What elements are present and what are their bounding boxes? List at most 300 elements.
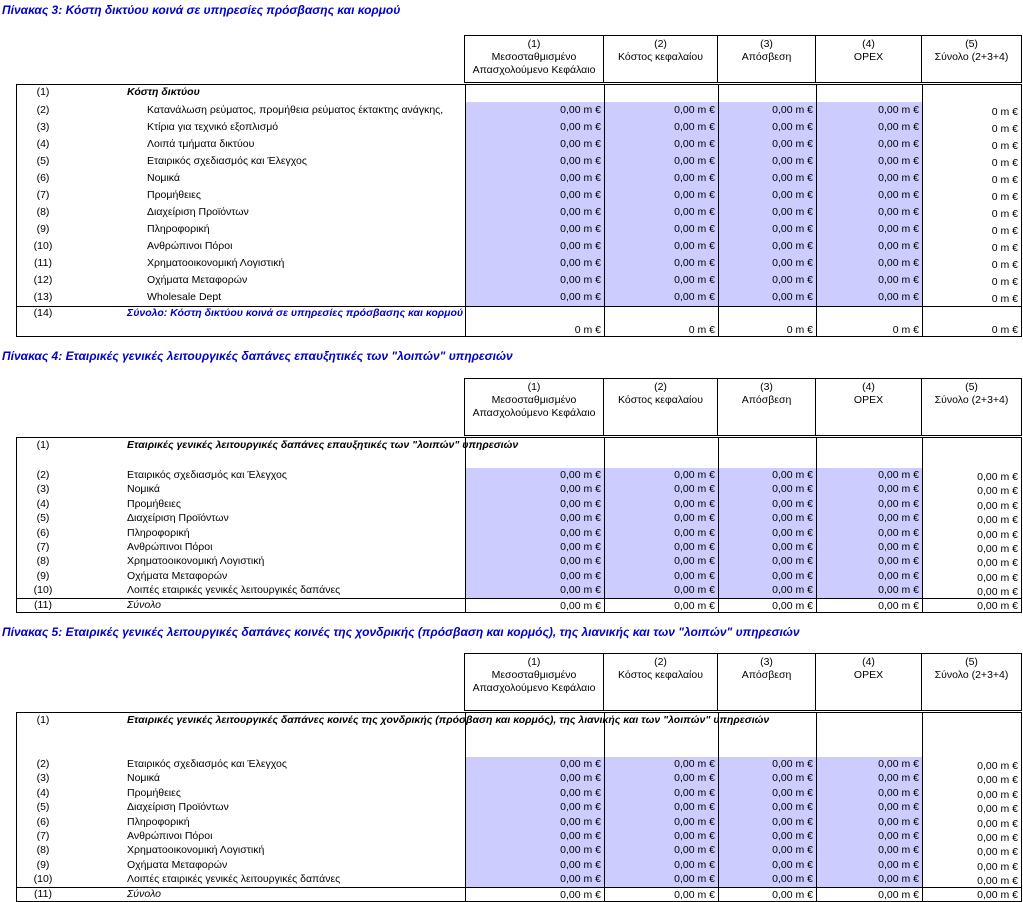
col-num: (1) <box>527 38 541 50</box>
row-label: Λοιπά τμήματα δικτύου <box>147 138 255 150</box>
empty-cell <box>718 85 816 102</box>
table-row <box>17 526 1021 540</box>
value-cell-2[interactable]: 0,00 m € <box>604 170 718 187</box>
value-cell-2[interactable]: 0,00 m € <box>604 829 718 843</box>
value-cell-4[interactable]: 0,00 m € <box>816 187 922 204</box>
row-label: Εταιρικός σχεδιασμός και Έλεγχος <box>147 155 307 167</box>
table-row <box>17 170 1021 187</box>
table-4-title: Πίνακας 4: Εταιρικές γενικές λειτουργικές δαπάνες επαυξητικές των "λοιπών" υπηρεσιών <box>2 349 513 363</box>
col-num: (4) <box>862 381 875 393</box>
value-cell-3[interactable]: 0,00 m € <box>718 786 816 800</box>
value-cell-3[interactable]: 0,00 m € <box>718 583 816 597</box>
row-number: (8) <box>36 844 50 857</box>
value-cell-4[interactable]: 0,00 m € <box>816 771 922 785</box>
row-number: (9) <box>36 858 50 871</box>
value-cell-1[interactable]: 0,00 m € <box>465 255 604 272</box>
table-row <box>17 204 1021 221</box>
total-label: Σύνολο: Κόστη δικτύου κοινά σε υπηρεσίες πρόσβασης και κορμού <box>127 307 464 319</box>
row-label: Χρηματοοικονομική Λογιστική <box>127 555 265 568</box>
value-cell-4[interactable]: 0,00 m € <box>816 204 922 221</box>
value-cell-2[interactable]: 0,00 m € <box>604 255 718 272</box>
col-num: (5) <box>965 656 978 668</box>
value-cell-2[interactable]: 0,00 m € <box>604 815 718 829</box>
row-label: Ανθρώπινοι Πόροι <box>127 829 213 842</box>
row-label: Νομικά <box>127 772 160 785</box>
row-label: Νομικά <box>147 172 180 184</box>
col-line2: Απασχολούμενο Κεφάλαιο <box>472 64 596 76</box>
value-cell-2[interactable]: 0,00 m € <box>604 497 718 511</box>
value-cell-3[interactable]: 0,00 m € <box>718 136 816 153</box>
col-num: (3) <box>760 656 773 668</box>
value-cell-2[interactable]: 0,00 m € <box>604 771 718 785</box>
value-cell-2[interactable]: 0,00 m € <box>604 757 718 771</box>
value-cell-3[interactable]: 0,00 m € <box>718 540 816 554</box>
table-row <box>17 829 1021 843</box>
row-number: (4) <box>36 786 50 799</box>
value-cell-5: 0 m € <box>922 102 1021 119</box>
value-cell-3[interactable]: 0,00 m € <box>718 482 816 496</box>
value-cell-4[interactable]: 0,00 m € <box>816 119 922 136</box>
value-cell-1[interactable]: 0,00 m € <box>465 119 604 136</box>
row-number: (4) <box>36 138 50 150</box>
value-cell-4[interactable]: 0,00 m € <box>816 829 922 843</box>
value-cell-5: 0,00 m € <box>922 468 1021 482</box>
row-label: Λοιπές εταιρικές γενικές λειτουργικές δαπάνες <box>127 873 341 886</box>
table-3-column-header <box>464 35 1022 83</box>
value-cell-1[interactable]: 0,00 m € <box>465 569 604 583</box>
value-cell-1[interactable]: 0,00 m € <box>465 170 604 187</box>
row-number: (5) <box>36 155 50 167</box>
value-cell-5: 0,00 m € <box>922 569 1021 583</box>
total-value-cell-3: 0,00 m € <box>718 888 816 901</box>
value-cell-1[interactable]: 0,00 m € <box>465 102 604 119</box>
row-number: (8) <box>36 555 50 568</box>
table-row <box>17 272 1021 289</box>
total-value-cell-1: 0 m € <box>465 307 604 336</box>
row-label: Κτίρια για τεχνικό εξοπλισμό <box>147 121 279 133</box>
table-row <box>17 153 1021 170</box>
value-cell-4[interactable]: 0,00 m € <box>816 102 922 119</box>
row-number: (11) <box>34 257 52 269</box>
value-cell-4[interactable]: 0,00 m € <box>816 136 922 153</box>
row-label: Οχήματα Μεταφορών <box>127 569 228 582</box>
value-cell-5: 0,00 m € <box>922 583 1021 597</box>
col-line1: Κόστος κεφαλαίου <box>618 394 703 406</box>
table-row <box>17 757 1021 771</box>
value-cell-5: 0,00 m € <box>922 815 1021 829</box>
value-cell-1[interactable]: 0,00 m € <box>465 800 604 814</box>
row-number: (7) <box>36 829 50 842</box>
row-number: (11) <box>34 887 52 900</box>
value-cell-4[interactable]: 0,00 m € <box>816 858 922 872</box>
value-cell-3[interactable]: 0,00 m € <box>718 255 816 272</box>
value-cell-4[interactable]: 0,00 m € <box>816 238 922 255</box>
value-cell-2[interactable]: 0,00 m € <box>604 221 718 238</box>
value-cell-5: 0,00 m € <box>922 554 1021 568</box>
empty-cell <box>816 438 922 468</box>
col-line1: Σύνολο (2+3+4) <box>934 394 1009 406</box>
table-row <box>17 119 1021 136</box>
value-cell-2[interactable]: 0,00 m € <box>604 786 718 800</box>
row-number: (10) <box>33 873 53 886</box>
table-4-column-header <box>464 378 1022 436</box>
value-cell-2[interactable]: 0,00 m € <box>604 583 718 597</box>
col-num: (5) <box>965 381 978 393</box>
empty-cell <box>816 713 922 757</box>
table-row <box>17 554 1021 568</box>
value-cell-4[interactable]: 0,00 m € <box>816 872 922 886</box>
value-cell-4[interactable]: 0,00 m € <box>816 221 922 238</box>
value-cell-2[interactable]: 0,00 m € <box>604 858 718 872</box>
value-cell-1[interactable]: 0,00 m € <box>465 221 604 238</box>
value-cell-2[interactable]: 0,00 m € <box>604 102 718 119</box>
table-row <box>17 858 1021 872</box>
total-row <box>17 598 1021 612</box>
value-cell-5: 0 m € <box>922 289 1021 306</box>
row-number: (9) <box>36 223 50 235</box>
value-cell-4[interactable]: 0,00 m € <box>816 153 922 170</box>
value-cell-2[interactable]: 0,00 m € <box>604 119 718 136</box>
row-number: (10) <box>33 584 53 597</box>
row-number: (1) <box>36 86 50 98</box>
value-cell-1[interactable]: 0,00 m € <box>465 204 604 221</box>
value-cell-4[interactable]: 0,00 m € <box>816 569 922 583</box>
value-cell-1[interactable]: 0,00 m € <box>465 540 604 554</box>
value-cell-3[interactable]: 0,00 m € <box>718 187 816 204</box>
value-cell-1[interactable]: 0,00 m € <box>465 187 604 204</box>
value-cell-4[interactable]: 0,00 m € <box>816 583 922 597</box>
value-cell-3[interactable]: 0,00 m € <box>718 569 816 583</box>
col-num: (5) <box>965 38 978 50</box>
value-cell-1[interactable]: 0,00 m € <box>465 786 604 800</box>
col-header-3 <box>718 379 816 435</box>
col-header-1 <box>465 379 604 435</box>
value-cell-1[interactable]: 0,00 m € <box>465 497 604 511</box>
value-cell-1[interactable]: 0,00 m € <box>465 771 604 785</box>
empty-cell <box>604 438 718 468</box>
value-cell-2[interactable]: 0,00 m € <box>604 554 718 568</box>
value-cell-3[interactable]: 0,00 m € <box>718 204 816 221</box>
value-cell-1[interactable]: 0,00 m € <box>465 289 604 306</box>
table-row <box>17 843 1021 857</box>
row-label: Ανθρώπινοι Πόροι <box>127 540 213 553</box>
row-label: Κατανάλωση ρεύματος, προμήθεια ρεύματος έκτακτης ανάγκης, <box>147 104 444 116</box>
table-row <box>17 569 1021 583</box>
table-row <box>17 221 1021 238</box>
col-num: (4) <box>862 656 875 668</box>
row-label: Εταιρικός σχεδιασμός και Έλεγχος <box>127 469 287 481</box>
col-line1: Μεσοσταθμισμένο <box>491 394 577 406</box>
value-cell-5: 0,00 m € <box>922 526 1021 540</box>
row-label: Πληροφορική <box>127 526 190 539</box>
value-cell-1[interactable]: 0,00 m € <box>465 482 604 496</box>
table-3-body <box>16 84 1022 337</box>
value-cell-1[interactable]: 0,00 m € <box>465 468 604 482</box>
row-label: Οχήματα Μεταφορών <box>127 858 228 871</box>
value-cell-1[interactable]: 0,00 m € <box>465 815 604 829</box>
table-row <box>17 800 1021 814</box>
row-label: Προμήθειες <box>127 497 181 510</box>
value-cell-3[interactable]: 0,00 m € <box>718 815 816 829</box>
col-num: (4) <box>862 38 875 50</box>
empty-cell <box>922 713 1021 757</box>
total-value-cell-5: 0 m € <box>922 307 1021 336</box>
value-cell-1[interactable]: 0,00 m € <box>465 583 604 597</box>
value-cell-2[interactable]: 0,00 m € <box>604 238 718 255</box>
value-cell-1[interactable]: 0,00 m € <box>465 238 604 255</box>
col-line2: Απασχολούμενο Κεφάλαιο <box>472 682 596 694</box>
value-cell-4[interactable]: 0,00 m € <box>816 511 922 525</box>
row-label: Διαχείριση Προϊόντων <box>147 206 249 218</box>
empty-cell <box>465 713 604 757</box>
col-line1: Κόστος κεφαλαίου <box>618 51 703 63</box>
total-value-cell-2: 0,00 m € <box>604 599 718 612</box>
value-cell-3[interactable]: 0,00 m € <box>718 289 816 306</box>
value-cell-5: 0 m € <box>922 204 1021 221</box>
value-cell-2[interactable]: 0,00 m € <box>604 482 718 496</box>
col-line1: OPEX <box>853 669 884 681</box>
col-num: (2) <box>654 656 667 668</box>
value-cell-4[interactable]: 0,00 m € <box>816 497 922 511</box>
value-cell-1[interactable]: 0,00 m € <box>465 272 604 289</box>
value-cell-3[interactable]: 0,00 m € <box>718 511 816 525</box>
value-cell-5: 0 m € <box>922 221 1021 238</box>
value-cell-2[interactable]: 0,00 m € <box>604 843 718 857</box>
value-cell-5: 0,00 m € <box>922 771 1021 785</box>
empty-cell <box>718 713 816 757</box>
value-cell-1[interactable]: 0,00 m € <box>465 757 604 771</box>
total-value-cell-3: 0,00 m € <box>718 599 816 612</box>
value-cell-4[interactable]: 0,00 m € <box>816 843 922 857</box>
value-cell-4[interactable]: 0,00 m € <box>816 255 922 272</box>
value-cell-3[interactable]: 0,00 m € <box>718 102 816 119</box>
value-cell-4[interactable]: 0,00 m € <box>816 800 922 814</box>
value-cell-2[interactable]: 0,00 m € <box>604 272 718 289</box>
empty-cell <box>816 85 922 102</box>
value-cell-4[interactable]: 0,00 m € <box>816 272 922 289</box>
group-header-label: Εταιρικές γενικές λειτουργικές δαπάνες επαυξητικές των "λοιπών" υπηρεσιών <box>127 439 519 451</box>
value-cell-4[interactable]: 0,00 m € <box>816 540 922 554</box>
row-label: Χρηματοοικονομική Λογιστική <box>127 844 265 857</box>
value-cell-5: 0,00 m € <box>922 800 1021 814</box>
value-cell-4[interactable]: 0,00 m € <box>816 815 922 829</box>
table-row <box>17 102 1021 119</box>
row-label: Οχήματα Μεταφορών <box>147 274 248 286</box>
total-row <box>17 306 1021 336</box>
col-line1: Απόσβεση <box>741 51 792 63</box>
empty-cell <box>922 438 1021 468</box>
table-row <box>17 187 1021 204</box>
value-cell-2[interactable]: 0,00 m € <box>604 800 718 814</box>
row-number: (5) <box>36 801 50 814</box>
row-number: (6) <box>36 815 50 828</box>
value-cell-2[interactable]: 0,00 m € <box>604 872 718 886</box>
value-cell-1[interactable]: 0,00 m € <box>465 153 604 170</box>
table-group-header-row <box>17 85 1021 102</box>
total-label: Σύνολο <box>127 887 162 900</box>
col-header-5 <box>922 654 1021 710</box>
value-cell-5: 0 m € <box>922 272 1021 289</box>
total-value-cell-5: 0,00 m € <box>922 599 1021 612</box>
value-cell-5: 0,00 m € <box>922 540 1021 554</box>
value-cell-4[interactable]: 0,00 m € <box>816 554 922 568</box>
value-cell-5: 0 m € <box>922 255 1021 272</box>
table-row <box>17 238 1021 255</box>
value-cell-4[interactable]: 0,00 m € <box>816 468 922 482</box>
col-line1: OPEX <box>853 51 884 63</box>
col-header-2 <box>604 36 718 82</box>
total-value-cell-4: 0,00 m € <box>816 599 922 612</box>
value-cell-4[interactable]: 0,00 m € <box>816 526 922 540</box>
value-cell-3[interactable]: 0,00 m € <box>718 170 816 187</box>
table-3-title: Πίνακας 3: Κόστη δικτύου κοινά σε υπηρεσίες πρόσβασης και κορμού <box>2 3 401 17</box>
col-num: (2) <box>654 381 667 393</box>
total-value-cell-1: 0,00 m € <box>465 599 604 612</box>
value-cell-1[interactable]: 0,00 m € <box>465 872 604 886</box>
row-label: Νομικά <box>127 483 160 496</box>
col-header-4 <box>816 36 922 82</box>
row-label: Εταιρικός σχεδιασμός και Έλεγχος <box>127 758 287 770</box>
total-value-cell-4: 0 m € <box>816 307 922 336</box>
total-label: Σύνολο <box>127 598 162 611</box>
table-row <box>17 786 1021 800</box>
table-row <box>17 815 1021 829</box>
value-cell-3[interactable]: 0,00 m € <box>718 119 816 136</box>
row-label: Προμήθειες <box>147 189 201 201</box>
value-cell-1[interactable]: 0,00 m € <box>465 136 604 153</box>
value-cell-4[interactable]: 0,00 m € <box>816 482 922 496</box>
col-line2: Απασχολούμενο Κεφάλαιο <box>472 407 596 419</box>
row-label: Διαχείριση Προϊόντων <box>127 801 229 814</box>
value-cell-2[interactable]: 0,00 m € <box>604 153 718 170</box>
table-group-header-row <box>17 438 1021 468</box>
value-cell-3[interactable]: 0,00 m € <box>718 272 816 289</box>
value-cell-4[interactable]: 0,00 m € <box>816 757 922 771</box>
col-header-1 <box>465 654 604 710</box>
value-cell-1[interactable]: 0,00 m € <box>465 511 604 525</box>
row-number: (5) <box>36 512 50 525</box>
value-cell-5: 0 m € <box>922 238 1021 255</box>
value-cell-3[interactable]: 0,00 m € <box>718 843 816 857</box>
col-header-5 <box>922 36 1021 82</box>
value-cell-3[interactable]: 0,00 m € <box>718 153 816 170</box>
value-cell-3[interactable]: 0,00 m € <box>718 757 816 771</box>
value-cell-3[interactable]: 0,00 m € <box>718 497 816 511</box>
empty-cell <box>718 438 816 468</box>
table-row <box>17 255 1021 272</box>
value-cell-5: 0,00 m € <box>922 511 1021 525</box>
value-cell-1[interactable]: 0,00 m € <box>465 554 604 568</box>
empty-cell <box>465 85 604 102</box>
col-line1: Απόσβεση <box>741 394 792 406</box>
value-cell-1[interactable]: 0,00 m € <box>465 843 604 857</box>
col-num: (1) <box>527 656 541 668</box>
value-cell-2[interactable]: 0,00 m € <box>604 204 718 221</box>
row-number: (9) <box>36 569 50 582</box>
total-value-cell-2: 0 m € <box>604 307 718 336</box>
group-header-label: Εταιρικές γενικές λειτουργικές δαπάνες κοινές της χονδρικής (πρόσβαση και κορμός), της λιανικής και των "λοιπών" υπηρεσιών <box>127 714 770 726</box>
total-value-cell-5: 0,00 m € <box>922 888 1021 901</box>
value-cell-2[interactable]: 0,00 m € <box>604 569 718 583</box>
value-cell-3[interactable]: 0,00 m € <box>718 221 816 238</box>
col-header-2 <box>604 379 718 435</box>
row-number: (7) <box>36 540 50 553</box>
value-cell-5: 0,00 m € <box>922 872 1021 886</box>
col-num: (3) <box>760 381 773 393</box>
value-cell-3[interactable]: 0,00 m € <box>718 800 816 814</box>
total-value-cell-1: 0,00 m € <box>465 888 604 901</box>
value-cell-4[interactable]: 0,00 m € <box>816 170 922 187</box>
value-cell-3[interactable]: 0,00 m € <box>718 872 816 886</box>
value-cell-2[interactable]: 0,00 m € <box>604 187 718 204</box>
table-row <box>17 540 1021 554</box>
row-number: (6) <box>36 172 50 184</box>
row-number: (1) <box>36 714 50 726</box>
col-num: (2) <box>654 38 667 50</box>
row-label: Λοιπές εταιρικές γενικές λειτουργικές δαπάνες <box>127 584 341 597</box>
value-cell-3[interactable]: 0,00 m € <box>718 468 816 482</box>
value-cell-3[interactable]: 0,00 m € <box>718 526 816 540</box>
col-header-3 <box>718 36 816 82</box>
value-cell-2[interactable]: 0,00 m € <box>604 511 718 525</box>
value-cell-3[interactable]: 0,00 m € <box>718 238 816 255</box>
col-line1: Μεσοσταθμισμένο <box>491 669 577 681</box>
col-header-3 <box>718 654 816 710</box>
value-cell-2[interactable]: 0,00 m € <box>604 136 718 153</box>
col-header-5 <box>922 379 1021 435</box>
row-number: (14) <box>33 307 53 319</box>
col-header-4 <box>816 654 922 710</box>
row-label: Ανθρώπινοι Πόροι <box>147 240 233 252</box>
row-label: Διαχείριση Προϊόντων <box>127 512 229 525</box>
table-row <box>17 468 1021 482</box>
col-header-2 <box>604 654 718 710</box>
row-number: (7) <box>36 189 50 201</box>
value-cell-2[interactable]: 0,00 m € <box>604 468 718 482</box>
table-group-header-row <box>17 713 1021 757</box>
value-cell-5: 0,00 m € <box>922 843 1021 857</box>
value-cell-3[interactable]: 0,00 m € <box>718 858 816 872</box>
value-cell-1[interactable]: 0,00 m € <box>465 858 604 872</box>
row-number: (4) <box>36 497 50 510</box>
table-5-title: Πίνακας 5: Εταιρικές γενικές λειτουργικές δαπάνες κοινές της χονδρικής (πρόσβαση και κορμός), της λιανικής και των "λοιπών" υπηρεσιών <box>2 625 800 639</box>
value-cell-5: 0,00 m € <box>922 858 1021 872</box>
col-line1: Μεσοσταθμισμένο <box>491 51 577 63</box>
value-cell-3[interactable]: 0,00 m € <box>718 829 816 843</box>
value-cell-2[interactable]: 0,00 m € <box>604 526 718 540</box>
total-value-cell-4: 0,00 m € <box>816 888 922 901</box>
value-cell-1[interactable]: 0,00 m € <box>465 526 604 540</box>
col-line1: Σύνολο (2+3+4) <box>934 669 1009 681</box>
value-cell-5: 0,00 m € <box>922 497 1021 511</box>
table-row <box>17 289 1021 306</box>
total-value-cell-3: 0 m € <box>718 307 816 336</box>
value-cell-2[interactable]: 0,00 m € <box>604 289 718 306</box>
row-number: (2) <box>36 104 50 116</box>
row-number: (11) <box>34 598 52 611</box>
value-cell-4[interactable]: 0,00 m € <box>816 786 922 800</box>
value-cell-3[interactable]: 0,00 m € <box>718 771 816 785</box>
table-row <box>17 511 1021 525</box>
value-cell-5: 0,00 m € <box>922 757 1021 771</box>
table-row <box>17 482 1021 496</box>
table-row <box>17 771 1021 785</box>
value-cell-4[interactable]: 0,00 m € <box>816 289 922 306</box>
value-cell-1[interactable]: 0,00 m € <box>465 829 604 843</box>
table-row <box>17 872 1021 886</box>
value-cell-3[interactable]: 0,00 m € <box>718 554 816 568</box>
value-cell-2[interactable]: 0,00 m € <box>604 540 718 554</box>
